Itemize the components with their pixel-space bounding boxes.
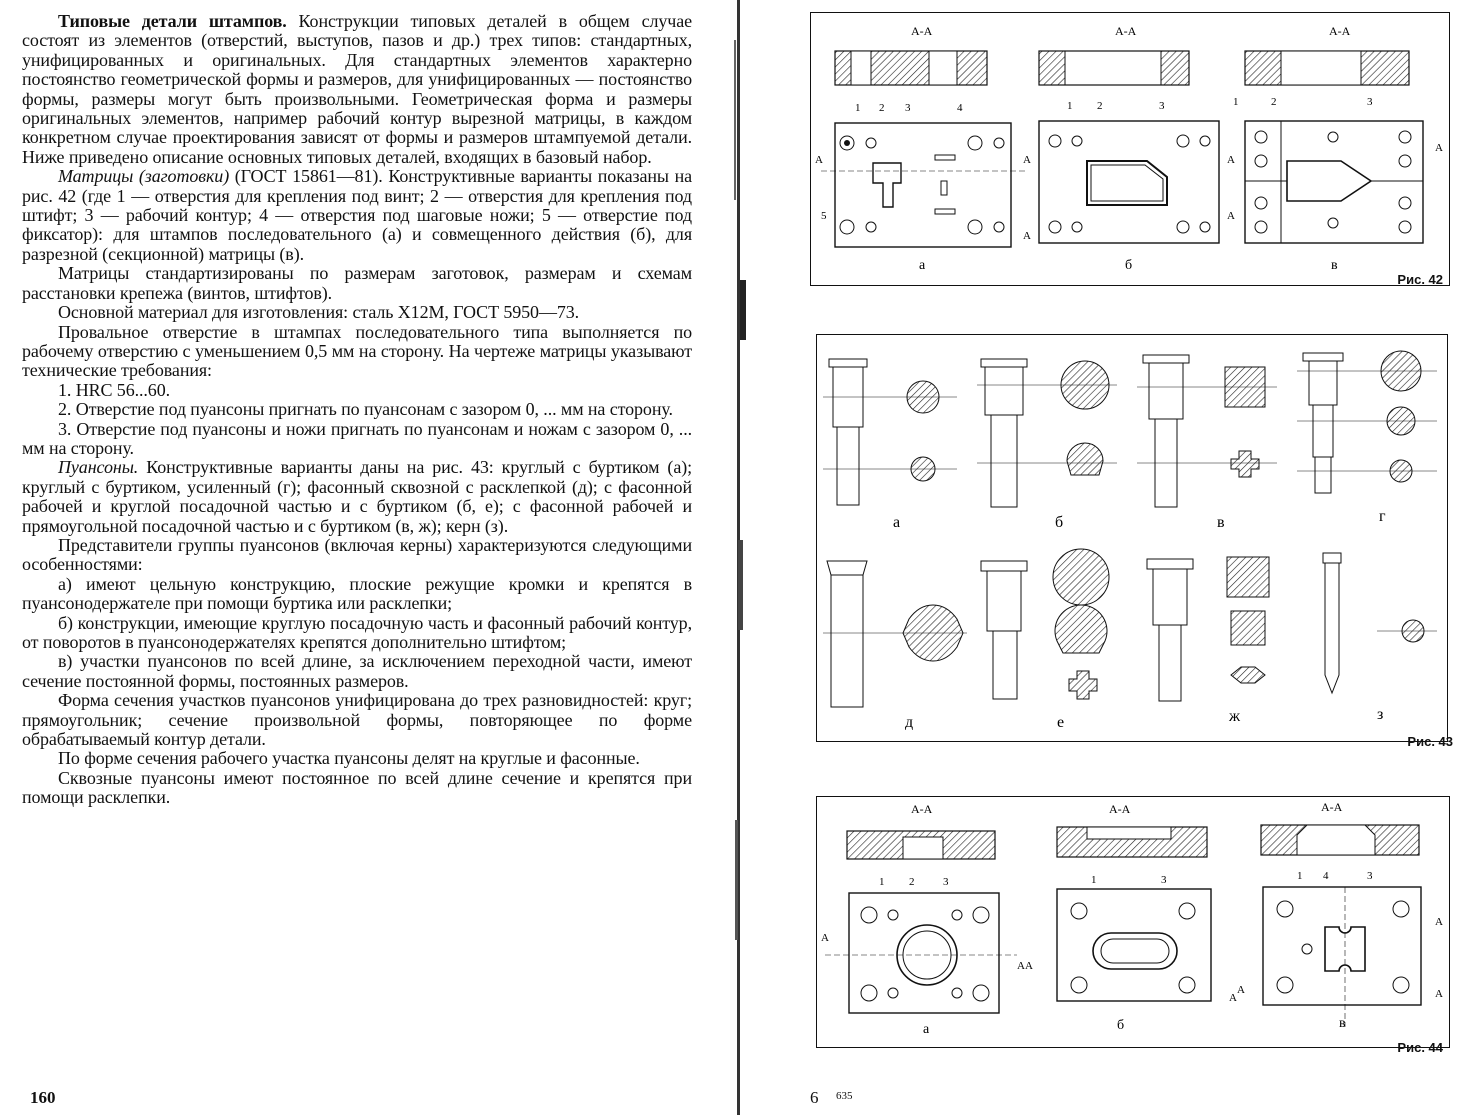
callout-number: 2: [909, 876, 915, 888]
paragraph: [22, 167, 692, 264]
section-label-aa: А-А: [1109, 802, 1131, 816]
paragraph-text: Конструктивные варианты даны на рис. 43: круглый с буртиком (а); круглый с буртиком, усиленный (г); фасонный сквозной с расклепкой (д); с фасонной рабочей и круглой посадочной частью и с буртиком (б, е); с фасонной рабочей и прямоугольной посадочной частью и с буртиком (в, ж); керн (з).: [22, 457, 692, 536]
paragraph-text: Матрицы стандартизированы по размерам заготовок, размерам и схемам расстановки крепежа (винтов, штифтов).: [22, 263, 692, 303]
figure-44-drawing: [817, 797, 1449, 1047]
paragraph-lead: Типовые детали штампов.: [58, 11, 287, 31]
figure-44-caption: Рис. 44: [1397, 1040, 1443, 1055]
punch-z: [1323, 553, 1437, 693]
cut-line-label: А: [1229, 992, 1237, 1004]
punch-v: [1137, 355, 1277, 507]
punch-label: з: [1377, 706, 1384, 723]
punch-g: [1297, 351, 1437, 493]
callout-number: 2: [1097, 100, 1103, 112]
paragraph: [22, 769, 692, 808]
paragraph: [22, 749, 692, 768]
punch-e: [981, 549, 1109, 699]
paragraph-text: Провальное отверстие в штампах последовательного типа выполняется по рабочему отверстию с уменьшением 0,5 мм на сторону. На чертеже матрицы указывают технические требования:: [22, 321, 692, 381]
cut-line-label: А: [1435, 916, 1443, 928]
section-label-aa: А-А: [911, 802, 933, 816]
paragraph: [22, 381, 692, 400]
cut-line-label: А: [1435, 142, 1443, 154]
matrix44-view-c: [1261, 825, 1421, 1027]
paragraph: [22, 12, 692, 167]
paragraph-text: б) конструкции, имеющие круглую посадочную часть и фасонный рабочий контур, от поворотов в пуансонодержателях крепятся дополнительно штифтом;: [22, 612, 692, 652]
figure-43-caption: Рис. 43: [1407, 734, 1453, 749]
paragraph: [22, 652, 692, 691]
view-label: а: [923, 1022, 930, 1037]
paragraph-text: Форма сечения участков пуансонов унифицирована до трех разновидностей: круг; прямоугольник; сечение произвольной формы, повторяющее по форме обрабатываемый контур детали.: [22, 690, 692, 750]
section-label-aa: А-А: [1329, 24, 1351, 38]
left-page-number: 160: [30, 1088, 56, 1107]
punch-label: в: [1217, 514, 1225, 531]
figure-42-caption: Рис. 42: [1397, 272, 1443, 287]
paragraph: [22, 458, 692, 536]
paragraph-text: в) участки пуансонов по всей длине, за исключением переходной части, имеют сечение постоянной формы, постоянных размеров.: [22, 651, 692, 691]
cut-line-label: А: [1227, 210, 1235, 222]
callout-number: 1: [1091, 874, 1097, 886]
punch-zh: [1147, 557, 1269, 701]
paragraph-lead: Матрицы (заготовки): [58, 166, 230, 187]
callout-number: 5: [821, 210, 827, 222]
callout-number: 1: [1297, 870, 1303, 882]
matrix-view-b: [1039, 51, 1219, 243]
punch-a: [823, 359, 957, 505]
cut-line-label: А: [1237, 984, 1245, 996]
callout-number: 3: [1159, 100, 1165, 112]
view-label: б: [1125, 258, 1133, 273]
paragraph: [22, 303, 692, 322]
paragraph: [22, 691, 692, 749]
callout-number: 4: [1323, 870, 1329, 882]
section-label-aa: А-А: [1115, 24, 1137, 38]
paragraph: [22, 575, 692, 614]
cut-line-label: АА: [1017, 960, 1033, 972]
paragraph-text: Представители группы пуансонов (включая керны) характеризуются следующими особенностями:: [22, 534, 692, 575]
callout-number: 3: [1367, 870, 1373, 882]
book-gutter: [728, 0, 750, 1115]
paragraph: [22, 400, 692, 419]
section-label-aa: А-А: [911, 24, 933, 38]
cut-line-label: А: [1023, 154, 1031, 166]
signature-mark: 635: [836, 1090, 853, 1102]
paragraph-text: (ГОСТ 15861—81). Конструктивные варианты показаны на рис. 42 (где 1 — отверстия для крепления под винт; 2 — отверстия для крепления под штифт; 3 — рабочий контур; 4 — отверстия под шаговые ножи; 5 — отверстие под фиксатор): для штампов последовательного (а) и совмещенного действия (б), для разрезной (секционной) матрицы (в).: [22, 166, 692, 264]
view-label: в: [1339, 1016, 1346, 1031]
callout-number: 3: [1367, 96, 1373, 108]
callout-number: 3: [905, 102, 911, 114]
punch-b: [977, 359, 1117, 507]
paragraph-text: Сквозные пуансоны имеют постоянное по всей длине сечение и крепятся при помощи расклепки.: [22, 767, 692, 808]
left-page-text: [22, 12, 692, 808]
paragraph-text: Основной материал для изготовления: сталь Х12М, ГОСТ 5950—73.: [58, 302, 580, 323]
paragraph-text: По форме сечения рабочего участка пуансоны делят на круглые и фасонные.: [58, 748, 640, 769]
figure-43: [816, 334, 1453, 749]
callout-number: 4: [957, 102, 963, 114]
cut-line-label: А: [1023, 230, 1031, 242]
punch-label: а: [893, 514, 901, 531]
matrix-view-c: [1245, 51, 1423, 243]
figure-44: [816, 796, 1450, 1055]
view-label: в: [1331, 258, 1338, 273]
right-page-number: 6: [810, 1088, 819, 1107]
cut-line-label: А: [1435, 988, 1443, 1000]
view-label: а: [919, 258, 926, 273]
figure-43-drawing: [817, 335, 1447, 741]
paragraph: [22, 323, 692, 381]
cut-line-label: А: [815, 154, 823, 166]
callout-number: 2: [1271, 96, 1277, 108]
matrix44-view-b: [1057, 827, 1211, 1001]
paragraph-text: 2. Отверстие под пуансоны пригнать по пуансонам с зазором 0, ... мм на сторону.: [58, 399, 673, 420]
matrix-view-a: [821, 51, 1025, 247]
callout-number: 1: [879, 876, 885, 888]
figure-42: [810, 12, 1450, 286]
callout-number: 1: [1067, 100, 1073, 112]
paragraph-text: 1. HRC 56...60.: [58, 379, 171, 400]
callout-number: 2: [879, 102, 885, 114]
callout-number: 3: [943, 876, 949, 888]
cut-line-label: А: [821, 932, 829, 944]
punch-label: ж: [1229, 708, 1241, 725]
cut-line-label: А: [1227, 154, 1235, 166]
paragraph-text: а) имеют цельную конструкцию, плоские режущие кромки и крепятся в пуансонодержателе при помощи буртика или расклепки;: [22, 573, 692, 614]
punch-label: е: [1057, 714, 1065, 731]
punch-label: г: [1379, 508, 1386, 525]
callout-number: 1: [1233, 96, 1239, 108]
punch-label: д: [905, 714, 914, 731]
punch-label: б: [1055, 514, 1064, 531]
paragraph: [22, 420, 692, 459]
paragraph-text: 3. Отверстие под пуансоны и ножи пригнать по пуансонам и ножам с зазором 0, ... мм на сторону.: [22, 418, 692, 458]
view-label: б: [1117, 1018, 1125, 1033]
matrix44-view-a: [825, 831, 1017, 1013]
paragraph: [22, 614, 692, 653]
section-label-aa: А-А: [1321, 800, 1343, 814]
callout-number: 3: [1161, 874, 1167, 886]
paragraph: [22, 264, 692, 303]
paragraph-lead: Пуансоны.: [58, 457, 139, 478]
paragraph-text: Конструкции типовых деталей в общем случае состоят из элементов (отверстий, выступов, пазов и др.) трех типов: стандартных, унифицированных и оригинальных. Для стандартных элементов характерно постоянство геометрической формы и размеров, для унифицированных — постоянство формы, размеры могут быть произвольными. Геометрическая форма и размеры оригинальных элементов, например рабочий контур вырезной матрицы, в каждом конкретном случае проектирования зависят от формы и размеров штампуемой детали. Ниже приведено описание основных типовых деталей, входящих в базовый набор.: [22, 11, 692, 167]
punch-d: [823, 561, 967, 707]
figure-42-drawing: [811, 13, 1449, 285]
callout-number: 1: [855, 102, 861, 114]
paragraph: [22, 536, 692, 575]
